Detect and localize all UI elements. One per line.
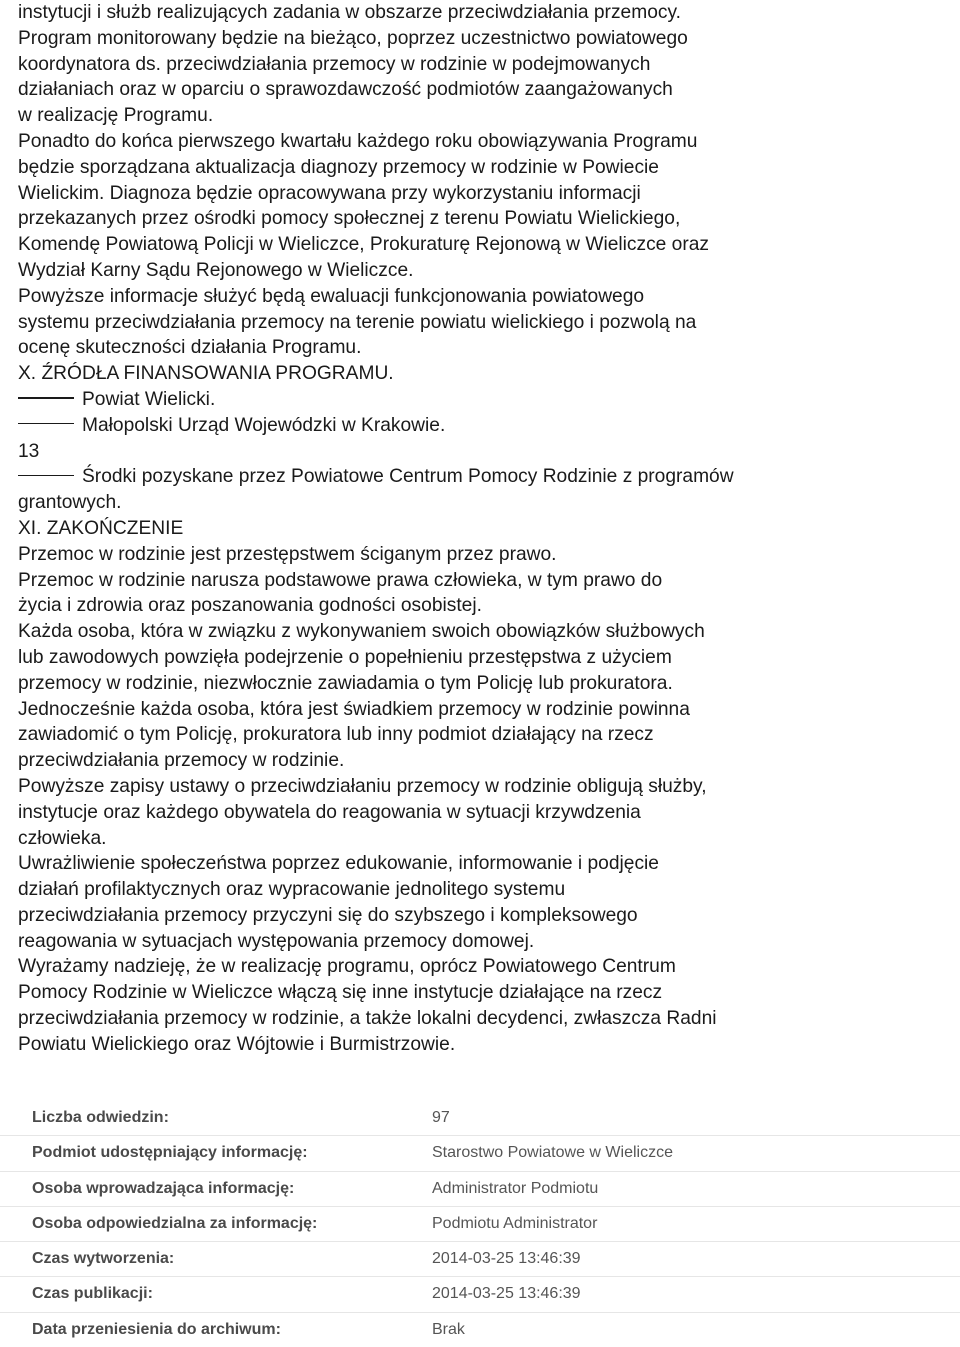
- text-line: instytucje oraz każdego obywatela do reagowania w sytuacji krzywdzenia: [18, 801, 641, 823]
- text-line: Komendę Powiatową Policji w Wieliczce, Prokuraturę Rejonową w Wieliczce oraz: [18, 234, 710, 256]
- metadata-value: Administrator Podmiotu: [432, 1179, 599, 1197]
- metadata-table: [0, 1101, 960, 1347]
- text-line: zawiadomić o tym Policję, prokuratora lub inny podmiot działający na rzecz: [18, 724, 654, 746]
- text-line: Wielickim. Diagnoza będzie opracowywana przy wykorzystaniu informacji: [18, 182, 641, 204]
- metadata-row: [0, 1207, 960, 1242]
- metadata-row: [0, 1277, 960, 1312]
- text-line: w realizację Programu.: [18, 105, 214, 127]
- text-line: Powiatu Wielickiego oraz Wójtowie i Burmistrzowie.: [18, 1033, 456, 1055]
- text-line: instytucji i służb realizujących zadania w obszarze przeciwdziałania przemocy.: [18, 2, 681, 23]
- section-heading: XI. ZAKOŃCZENIE: [18, 517, 184, 539]
- text-line: będzie sporządzana aktualizacja diagnozy przemocy w rodzinie w Powiecie: [18, 156, 659, 178]
- list-item: [18, 413, 948, 439]
- text-line: Jednocześnie każda osoba, która jest świadkiem przemocy w rodzinie powinna: [18, 698, 690, 720]
- text-line: działań profilaktycznych oraz wypracowanie jednolitego systemu: [18, 879, 566, 901]
- text-line: przeciwdziałania przemocy w rodzinie, a także lokalni decydenci, zwłaszcza Radni: [18, 1008, 717, 1030]
- list-item-text: Powiat Wielicki.: [82, 388, 216, 410]
- text-line: przemocy w rodzinie, niezwłocznie zawiadamia o tym Policję lub prokuratora.: [18, 672, 673, 694]
- section-heading: X. ŹRÓDŁA FINANSOWANIA PROGRAMU.: [18, 363, 394, 385]
- text-line: Powyższe informacje służyć będą ewaluacji funkcjonowania powiatowego: [18, 285, 645, 307]
- text-line: systemu przeciwdziałania przemocy na terenie powiatu wielickiego i pozwolą na: [18, 311, 697, 333]
- metadata-value: Starostwo Powiatowe w Wieliczce: [432, 1144, 673, 1162]
- text-line: Wydział Karny Sądu Rejonowego w Wieliczce.: [18, 259, 414, 281]
- document-body: [18, 0, 948, 1058]
- text-line: grantowych.: [18, 492, 122, 514]
- text-line: Program monitorowany będzie na bieżąco, poprzez uczestnictwo powiatowego: [18, 27, 688, 49]
- metadata-label: Czas publikacji:: [32, 1285, 153, 1303]
- text-line: człowieka.: [18, 827, 107, 849]
- text-line: Przemoc w rodzinie narusza podstawowe prawa człowieka, w tym prawo do: [18, 569, 663, 591]
- metadata-label: Czas wytworzenia:: [32, 1250, 175, 1268]
- list-item-text: Środki pozyskane przez Powiatowe Centrum Pomocy Rodzinie z programów: [82, 466, 734, 488]
- text-line: Wyrażamy nadzieję, że w realizację programu, oprócz Powiatowego Centrum: [18, 956, 676, 978]
- text-line: lub zawodowych powzięła podejrzenie o popełnieniu przestępstwa z użyciem: [18, 646, 672, 668]
- metadata-row: [0, 1101, 960, 1136]
- metadata-value: 97: [432, 1109, 450, 1126]
- metadata-row: [0, 1242, 960, 1277]
- text-line: Pomocy Rodzinie w Wieliczce włączą się inne instytucje działające na rzecz: [18, 982, 663, 1004]
- text-line: przekazanych przez ośrodki pomocy społecznej z terenu Powiatu Wielickiego,: [18, 208, 681, 230]
- metadata-value: 2014-03-25 13:46:39: [432, 1250, 581, 1268]
- list-item: [18, 387, 948, 413]
- metadata-row: [0, 1136, 960, 1171]
- text-line: Powyższe zapisy ustawy o przeciwdziałaniu przemocy w rodzinie obligują służby,: [18, 775, 707, 797]
- text-line: życia i zdrowia oraz poszanowania godności osobistej.: [18, 595, 482, 617]
- metadata-value: Podmiotu Administrator: [432, 1214, 598, 1232]
- text-line: Uwrażliwienie społeczeństwa poprzez edukowanie, informowanie i podjęcie: [18, 853, 659, 875]
- metadata-label: Data przeniesienia do archiwum:: [32, 1320, 281, 1338]
- text-line: Ponadto do końca pierwszego kwartału każdego roku obowiązywania Programu: [18, 130, 698, 152]
- text-line: koordynatora ds. przeciwdziałania przemocy w rodzinie w podejmowanych: [18, 53, 651, 75]
- page-number: 13: [18, 440, 40, 462]
- list-item: [18, 464, 948, 490]
- list-item-text: Małopolski Urząd Wojewódzki w Krakowie.: [82, 414, 446, 436]
- text-line: ocenę skuteczności działania Programu.: [18, 337, 362, 359]
- dash-bullet-icon: [18, 475, 74, 476]
- dash-bullet-icon: [18, 423, 74, 424]
- text-line: Każda osoba, która w związku z wykonywaniem swoich obowiązków służbowych: [18, 621, 705, 643]
- metadata-row: [0, 1172, 960, 1207]
- metadata-label: Osoba odpowiedzialna za informację:: [32, 1214, 318, 1232]
- text-line: przeciwdziałania przemocy przyczyni się do szybszego i kompleksowego: [18, 904, 638, 926]
- metadata-label: Liczba odwiedzin:: [32, 1109, 169, 1126]
- text-line: reagowania w sytuacjach występowania przemocy domowej.: [18, 930, 535, 952]
- metadata-label: Osoba wprowadzająca informację:: [32, 1179, 295, 1197]
- text-line: Przemoc w rodzinie jest przestępstwem ściganym przez prawo.: [18, 543, 557, 565]
- metadata-value: 2014-03-25 13:46:39: [432, 1285, 581, 1303]
- text-line: działaniach oraz w oparciu o sprawozdawczość podmiotów zaangażowanych: [18, 79, 673, 101]
- metadata-label: Podmiot udostępniający informację:: [32, 1144, 308, 1162]
- metadata-value: Brak: [432, 1320, 465, 1338]
- text-line: przeciwdziałania przemocy w rodzinie.: [18, 750, 345, 772]
- dash-bullet-icon: [18, 397, 74, 398]
